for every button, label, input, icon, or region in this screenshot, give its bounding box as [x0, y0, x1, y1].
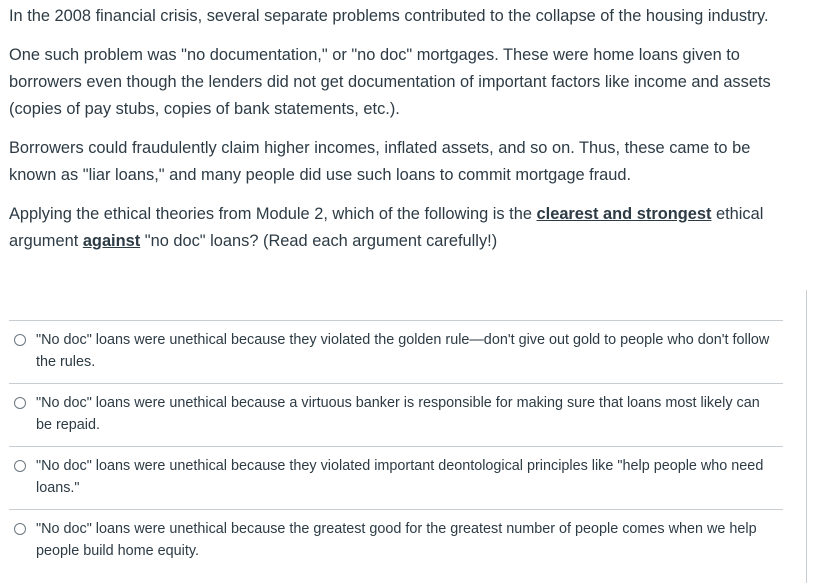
radio-button-icon[interactable] — [14, 334, 26, 346]
answers-panel-border — [806, 290, 807, 583]
answer-option-4[interactable] — [9, 509, 783, 572]
answer-label[interactable]: "No doc" loans were unethical because the greatest good for the greatest number of people comes when we help people build home equity. — [36, 521, 757, 559]
radio-button-icon[interactable] — [14, 460, 26, 472]
emphasis-against: against — [82, 232, 141, 250]
question-prompt — [9, 201, 789, 255]
answer-option-2[interactable] — [9, 383, 783, 446]
question-prompt-part-1: Applying the ethical theories from Module 2, which of the following is the — [9, 205, 537, 223]
answer-label[interactable]: "No doc" loans were unethical because a virtuous banker is responsible for making sure that loans most likely can be repaid. — [36, 395, 760, 433]
question-paragraph-2: One such problem was "no documentation," or "no doc" mortgages. These were home loans given to borrowers even though the lenders did not get documentation of important factors like income and assets (copies of pay stubs, copies of bank statements, etc.). — [9, 46, 771, 118]
radio-button-icon[interactable] — [14, 397, 26, 409]
question-paragraph-3: Borrowers could fraudulently claim higher incomes, inflated assets, and so on. Thus, these came to be known as "liar loans," and many people did use such loans to commit mortgage fraud. — [9, 139, 751, 184]
question-paragraph-1: In the 2008 financial crisis, several separate problems contributed to the collapse of the housing industry. — [9, 7, 769, 25]
question-prompt-part-3: "no doc" loans? (Read each argument carefully!) — [140, 232, 498, 250]
answer-option-1[interactable] — [9, 320, 783, 383]
answer-list — [9, 320, 783, 572]
answer-label[interactable]: "No doc" loans were unethical because they violated the golden rule—don't give out gold to people who don't follow the rules. — [36, 332, 770, 370]
question-prompt-part-2: ethical argument — [9, 205, 764, 250]
question-text — [9, 3, 789, 255]
answer-label[interactable]: "No doc" loans were unethical because they violated important deontological principles like "help people who need loans." — [36, 458, 764, 496]
radio-button-icon[interactable] — [14, 523, 26, 535]
emphasis-clearest-strongest: clearest and strongest — [536, 205, 712, 223]
answer-option-3[interactable] — [9, 446, 783, 509]
